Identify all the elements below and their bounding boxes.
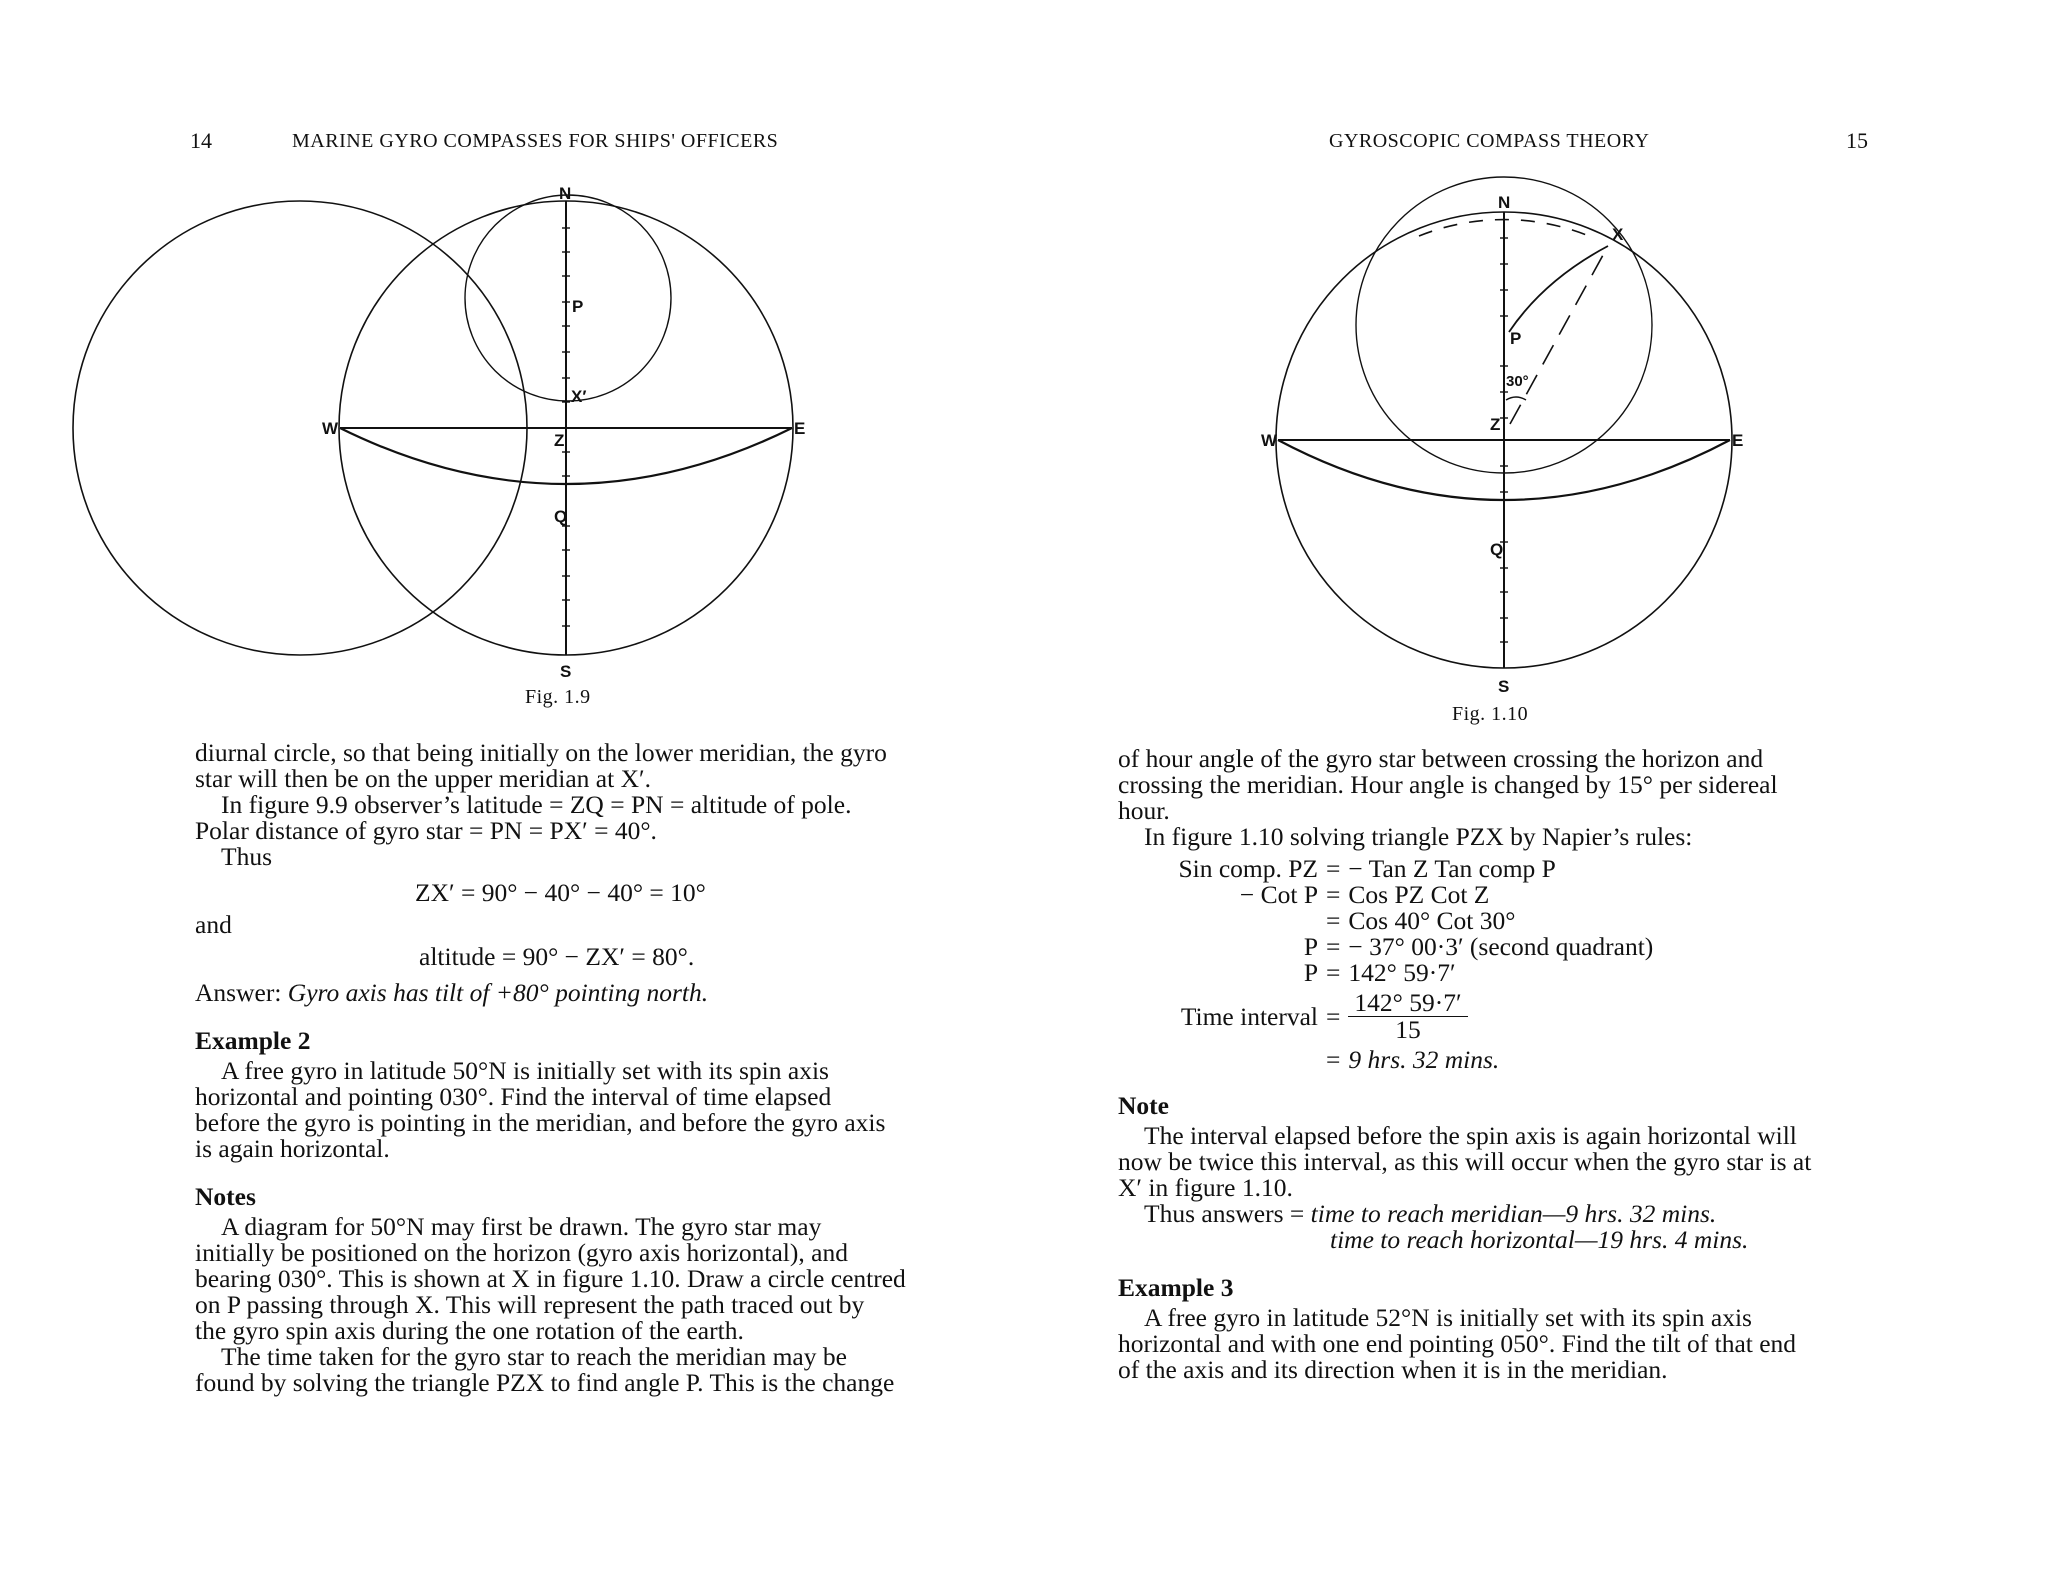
label-w: W	[322, 419, 339, 438]
para-line: is again horizontal.	[195, 1134, 390, 1163]
time-interval-fraction	[1348, 990, 1467, 1043]
napier-row: − Cot P = Cos PZ Cot Z	[1118, 882, 1880, 908]
napier-lhs: P	[1303, 932, 1318, 961]
page-number-right: 15	[1846, 128, 1868, 153]
label-x: X	[1612, 225, 1624, 244]
answer-line	[195, 980, 955, 1006]
para-line: Polar distance of gyro star = PN = PX′ = 40°.	[195, 816, 657, 845]
para-line: crossing the meridian. Hour angle is changed by 15° per sidereal	[1118, 770, 1778, 799]
napier-rhs: − 37° 00·3′ (second quadrant)	[1348, 932, 1654, 961]
fraction-denominator: 15	[1395, 1015, 1421, 1044]
napier-row: = Cos 40° Cot 30°	[1118, 908, 1880, 934]
napier-lhs: P	[1303, 958, 1318, 987]
para-line: A free gyro in latitude 52°N is initially set with its spin axis	[1144, 1303, 1752, 1332]
para-line: horizontal and with one end pointing 050°. Find the tilt of that end	[1118, 1329, 1797, 1358]
napier-row: P = 142° 59·7′	[1118, 960, 1880, 986]
napier-rhs: Cos PZ Cot Z	[1348, 880, 1490, 909]
label-s: S	[1498, 677, 1510, 696]
page-number-left: 14	[190, 128, 212, 153]
para-line: bearing 030°. This is shown at X in figure 1.10. Draw a circle centred	[195, 1264, 906, 1293]
para-line: The interval elapsed before the spin axis is again horizontal will	[1144, 1121, 1797, 1150]
equation-zx: ZX′ = 90° − 40° − 40° = 10°	[415, 878, 706, 907]
right-page	[1024, 0, 2048, 1571]
label-angle-30: 30°	[1506, 373, 1529, 390]
para-line: now be twice this interval, as this will occur when the gyro star is at	[1118, 1147, 1812, 1176]
arc-px	[1509, 246, 1608, 332]
running-head-right: GYROSCOPIC COMPASS THEORY	[1329, 130, 1650, 152]
time-interval-row: Time interval = $\frac{142^\circ 59\cdot 7'}{15}$	[1118, 990, 1880, 1043]
answers-line-1	[1118, 1201, 1880, 1227]
answer-1: time to reach meridian—9 hrs. 32 mins.	[1310, 1199, 1717, 1228]
label-x-prime: X′	[571, 387, 587, 406]
napier-rhs: Cos 40° Cot 30°	[1348, 906, 1516, 935]
label-s: S	[560, 662, 572, 681]
para-line: A free gyro in latitude 50°N is initially set with its spin axis	[221, 1056, 829, 1085]
para-line: horizontal and pointing 030°. Find the interval of time elapsed	[195, 1082, 832, 1111]
label-q: Q	[554, 507, 568, 526]
example-3-heading: Example 3	[1118, 1273, 1234, 1302]
figure-1-10-diagram	[1244, 180, 1804, 696]
fraction-numerator: 142° 59·7′	[1348, 990, 1467, 1017]
answer-2: time to reach horizontal—19 hrs. 4 mins.	[1330, 1225, 1749, 1254]
napier-lhs: Sin comp. PZ	[1178, 854, 1318, 883]
thus-word: Thus	[221, 842, 272, 871]
para-line: In figure 9.9 observer’s latitude = ZQ = PN = altitude of pole.	[221, 790, 852, 819]
answers-label: Thus answers =	[1144, 1199, 1311, 1228]
figure-1-10-caption: Fig. 1.10	[1452, 703, 1529, 725]
para-line: diurnal circle, so that being initially on the lower meridian, the gyro	[195, 738, 887, 767]
para-line: of hour angle of the gyro star between crossing the horizon and	[1118, 744, 1764, 773]
para-line: found by solving the triangle PZX to find angle P. This is the change	[195, 1368, 895, 1397]
and-word: and	[195, 910, 232, 939]
running-head-left: MARINE GYRO COMPASSES FOR SHIPS' OFFICERS	[292, 130, 779, 152]
notes-heading: Notes	[195, 1182, 256, 1211]
label-z: Z	[554, 431, 565, 450]
para-line: star will then be on the upper meridian at X′.	[195, 764, 651, 793]
label-e: E	[1732, 431, 1744, 450]
para-line: of the axis and its direction when it is in the meridian.	[1118, 1355, 1668, 1384]
label-w: W	[1261, 431, 1278, 450]
time-interval-result-row: = 9 hrs. 32 mins.	[1326, 1045, 1500, 1074]
para-line: on P passing through X. This will represent the path traced out by	[195, 1290, 865, 1319]
label-z: Z	[1490, 415, 1501, 434]
label-e: E	[794, 419, 806, 438]
napier-equations	[1118, 856, 1880, 1073]
label-p: P	[1510, 329, 1522, 348]
para-line: initially be positioned on the horizon (gyro axis horizontal), and	[195, 1238, 848, 1267]
napier-row: Sin comp. PZ = − Tan Z Tan comp P	[1118, 856, 1880, 882]
napier-rhs: − Tan Z Tan comp P	[1348, 854, 1556, 883]
para-line: hour.	[1118, 796, 1170, 825]
example-2-heading: Example 2	[195, 1026, 311, 1055]
angle-arc	[1506, 397, 1526, 400]
napier-rhs: 142° 59·7′	[1348, 958, 1456, 987]
label-n: N	[1498, 193, 1511, 212]
para-line: before the gyro is pointing in the meridian, and before the gyro axis	[195, 1108, 886, 1137]
answer-label: Answer:	[195, 978, 288, 1007]
note-heading: Note	[1118, 1091, 1169, 1120]
answers-line-2	[1118, 1227, 1880, 1253]
label-n: N	[559, 184, 572, 203]
diurnal-circle	[465, 195, 671, 401]
napier-row: P = − 37° 00·3′ (second quadrant)	[1118, 934, 1880, 960]
answer-text: Gyro axis has tilt of +80° pointing north.	[287, 978, 709, 1007]
label-q: Q	[1490, 540, 1504, 559]
para-line: A diagram for 50°N may first be drawn. The gyro star may	[221, 1212, 822, 1241]
equation-altitude: altitude = 90° − ZX′ = 80°.	[419, 942, 695, 971]
napier-lhs	[1118, 908, 1318, 934]
time-interval-label: Time interval	[1180, 1001, 1318, 1031]
para-line: The time taken for the gyro star to reach the meridian may be	[221, 1342, 847, 1371]
label-p: P	[572, 297, 584, 316]
figure-1-9-diagram	[300, 180, 860, 680]
dashed-zx	[1510, 246, 1608, 424]
napier-lhs: − Cot P	[1239, 880, 1318, 909]
para-line: X′ in figure 1.10.	[1118, 1173, 1293, 1202]
figure-1-9-caption: Fig. 1.9	[525, 686, 591, 708]
time-interval-result: 9 hrs. 32 mins.	[1348, 1045, 1500, 1074]
right-body-text	[1118, 746, 1880, 1383]
left-body-text	[195, 740, 955, 1396]
para-line: the gyro spin axis during the one rotation of the earth.	[195, 1316, 744, 1345]
para-line: In figure 1.10 solving triangle PZX by Napier’s rules:	[1144, 822, 1693, 851]
